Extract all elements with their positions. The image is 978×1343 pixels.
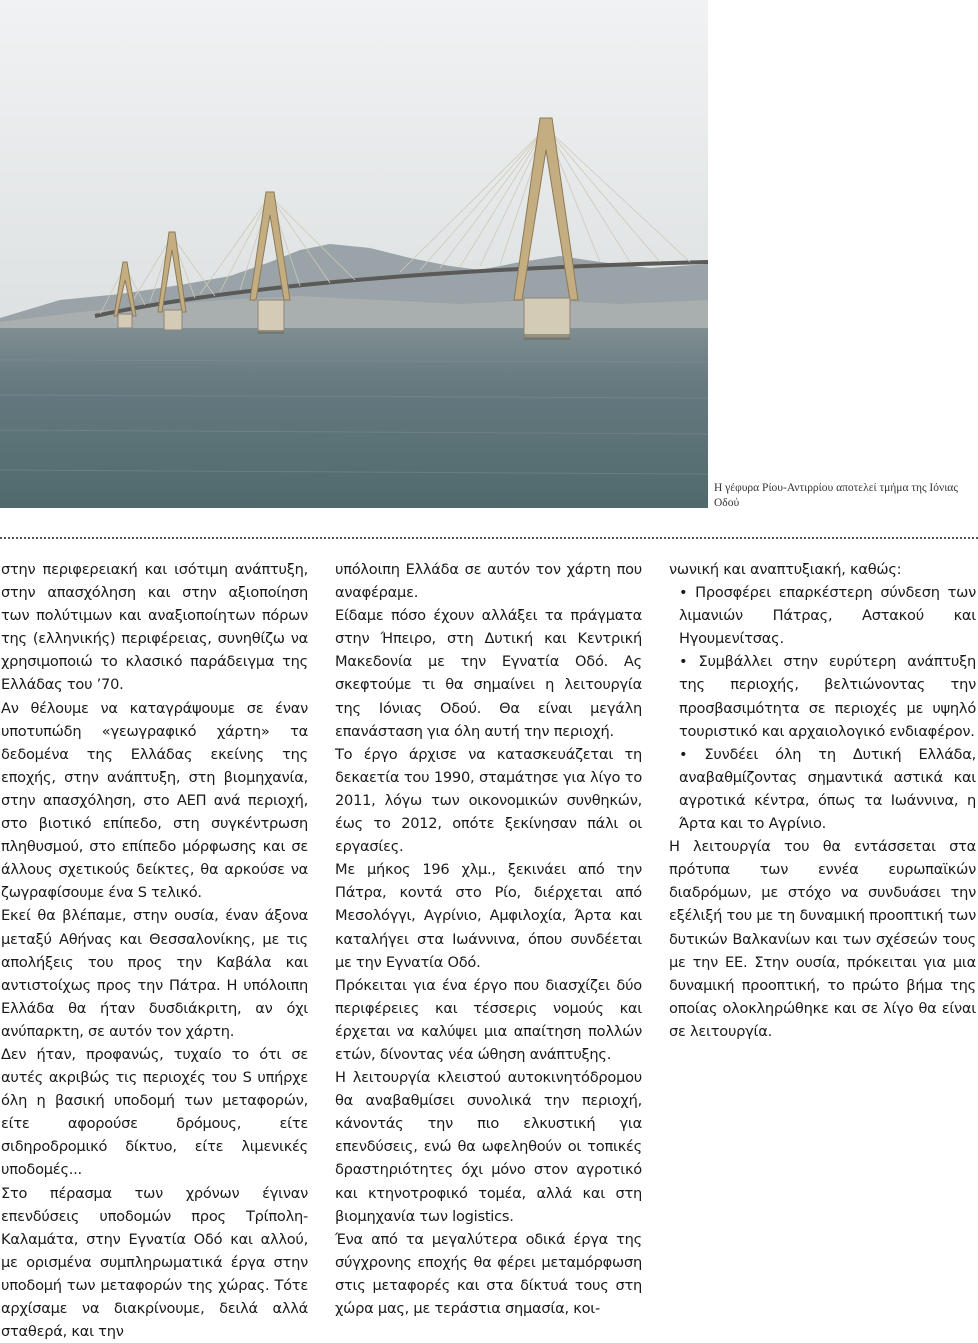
paragraph: υπόλοιπη Ελλάδα σε αυτόν τον χάρτη που αναφέραμε. (335, 561, 642, 602)
bullet-item: • Προσφέρει επαρκέστερη σύνδεση των λιμανιών Πάτρας, Αστακού και Ηγουμενίτσας. (679, 584, 976, 648)
bullet-item: • Συνδέει όλη τη Δυτική Ελλάδα, αναβαθμίζοντας σημαντικά αστικά και αγροτικά κέντρα, όπως τα Ιωάννινα, η Άρτα και το Αγρίνιο. (679, 745, 976, 833)
text-column-3 (669, 558, 976, 1043)
photo-caption: Η γέφυρα Ρίου-Αντιρρίου αποτελεί τμήμα της Ιόνιας Οδού (714, 482, 958, 509)
paragraph: Με μήκος 196 χλμ., ξεκινάει από την Πάτρα, κοντά στο Ρίο, διέρχεται από Μεσολόγγι, Αγρίνιο, Αμφιλοχία, Άρτα και καταλήγει στα Ιωάννινα, όπου συνδέεται με την Εγνατία Οδό. (335, 861, 642, 971)
dotted-divider (0, 537, 978, 539)
paragraph: Στο πέρασμα των χρόνων έγιναν επενδύσεις υποδομών προς Τρίπολη-Καλαμάτα, στην Εγνατία Οδό και αλλού, με ορισμένα συμπληρωματικά έργα στην υποδομή των μεταφορών της χώρας. Τότε αρχίσαμε να διακρίνουμε, δειλά αλλά σταθερά, και την (1, 1184, 308, 1341)
paragraph: Η λειτουργία του θα εντάσσεται στα πρότυπα των εννέα ευρωπαϊκών διαδρόμων, με στόχο να συνδυάσει την εξέλιξή του με τη δυναμική προοπτική των δυτικών Βαλκανίων και των σχέσεών τους με την ΕΕ. Στην ουσία, πρόκειται για μια δυναμική προοπτική, το πρώτο βήμα της οποίας ολοκληρώθηκε και σε λίγο θα είναι σε λειτουργία. (669, 838, 976, 1040)
paragraph: νωνική και αναπτυξιακή, καθώς: (669, 561, 902, 578)
bridge-photo (0, 0, 708, 508)
paragraph: Ένα από τα μεγαλύτερα οδικά έργα της σύγχρονης εποχής θα φέρει μεταμόρφωση στις μεταφορές και στα δίκτυά τους στη χώρα μας, με τεράστια σημασία, κοι- (335, 1230, 642, 1317)
paragraph: Αν θέλουμε να καταγράψουμε σε έναν υποτυπώδη «γεωγραφικό χάρτη» τα δεδομένα της Ελλάδας εκείνης της εποχής, στην ανάπτυξη, στη βιομηχανία, στην απασχόληση, στο ΑΕΠ ανά περιοχή, στο βιοτικό επίπεδο, στη συγκέντρωση πληθυσμού, στο επίπεδο μόρφωσης και σε άλλους σχετικούς δείκτες, θα αρκούσε να ζωγραφίσουμε ένα S τελικό. (1, 699, 308, 902)
text-column-1 (1, 558, 308, 1343)
paragraph: Το έργο άρχισε να κατασκευάζεται τη δεκαετία του 1990, σταμάτησε για λίγο το 2011, λόγω των οικονομικών συνθηκών, έως το 2012, οπότε ξεκίνησαν πάλι οι εργασίες. (335, 745, 642, 856)
paragraph: Πρόκειται για ένα έργο που διασχίζει δύο περιφέρειες και τέσσερις νομούς και έρχεται να καλύψει μια απαίτηση πολλών ετών, δίνοντας νέα ώθηση ανάπτυξης. (335, 976, 642, 1063)
paragraph: Εκεί θα βλέπαμε, στην ουσία, έναν άξονα μεταξύ Αθήνας και Θεσσαλονίκης, με τις απολήξεις του προς την Καβάλα και αντιστοίχως προς την Πάτρα. Η υπόλοιπη Ελλάδα θα ήταν δυσδιάκριτη, αν όχι ανύπαρκτη, σε αυτόν τον χάρτη. (1, 907, 308, 1040)
bullet-item: • Συμβάλλει στην ευρύτερη ανάπτυξη της περιοχής, βελτιώνοντας την προσβασιμότητα σε περιοχές με υψηλό τουριστικό και αρχαιολογικό ενδιαφέρον. (679, 653, 976, 740)
paragraph: Είδαμε πόσο έχουν αλλάξει τα πράγματα στην Ήπειρο, στη Δυτική και Κεντρική Μακεδονία με την Εγνατία Οδό. Ας σκεφτούμε τι θα σημαίνει η λειτουργία της Ιόνιας Οδού. Θα είναι μεγάλη επανάσταση για όλη αυτή την περιοχή. (335, 607, 642, 740)
rio-antirrio-bridge-image (0, 0, 708, 508)
paragraph: Δεν ήταν, προφανώς, τυχαίο το ότι σε αυτές ακριβώς τις περιοχές του S υπήρχε όλη η βασική υποδομή των μεταφορών, είτε αφορούσε δρόμους, είτε σιδηροδρομικό δίκτυο, είτε λιμενικές υποδομές... (1, 1045, 308, 1179)
paragraph: στην περιφερειακή και ισότιμη ανάπτυξη, στην απασχόληση και στην αξιοποίηση των πολύτιμων και αναξιοποίητων πόρων της (ελληνικής) περιφέρειας, συνηθίζω να χρησιμοποιώ το κλασικό παράδειγμα της Ελλάδας του ’70. (1, 561, 308, 694)
paragraph: Η λειτουργία κλειστού αυτοκινητόδρομου θα αναβαθμίσει συνολικά την περιοχή, κάνοντάς την πιο ελκυστική για επενδύσεις, ενώ θα ωφεληθούν οι τοπικές δραστηριότητες όχι μόνο στον αγροτικό και κτηνοτροφικό τομέα, αλλά και στη βιομηχανία των logistics. (335, 1069, 642, 1225)
text-column-2 (335, 558, 642, 1320)
